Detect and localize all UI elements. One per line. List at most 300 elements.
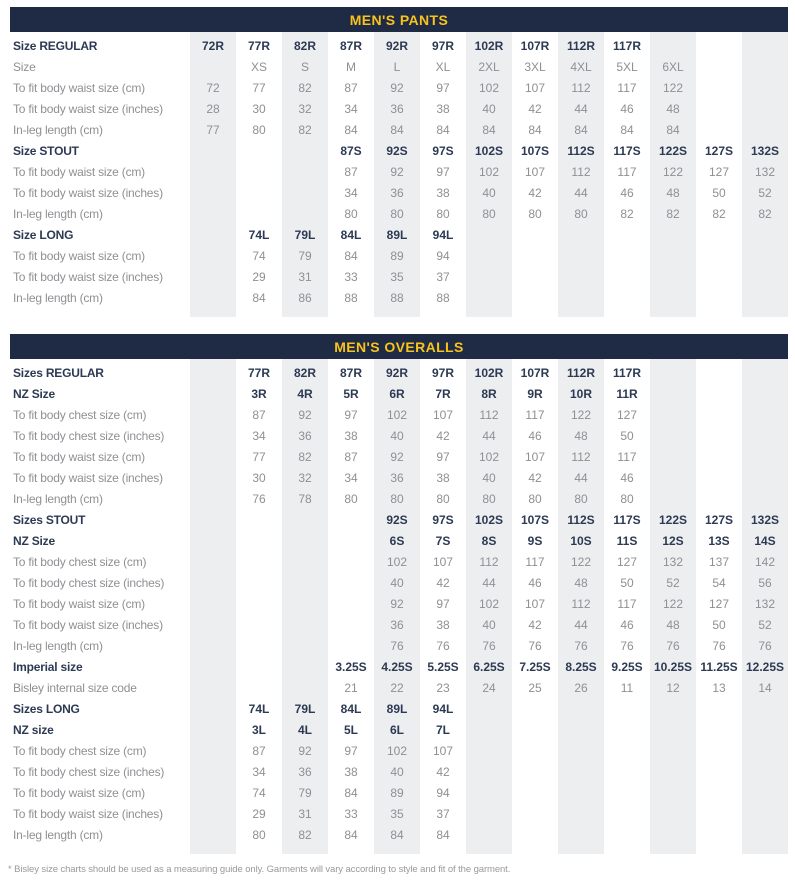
empty-cell xyxy=(512,267,558,288)
empty-cell xyxy=(742,426,788,447)
size-cell: 6.25S xyxy=(466,657,512,678)
empty-cell xyxy=(466,225,512,246)
empty-cell xyxy=(236,636,282,657)
column-band-spacer xyxy=(466,309,512,317)
size-cell: 80 xyxy=(528,492,542,506)
empty-cell xyxy=(742,489,788,510)
empty-cell xyxy=(650,804,696,825)
size-cell: 122 xyxy=(558,552,604,573)
size-cell: 107 xyxy=(524,165,546,179)
size-cell: 23 xyxy=(436,681,450,695)
size-cell: 112S xyxy=(558,141,604,162)
column-band-spacer xyxy=(374,309,420,317)
empty-cell xyxy=(190,162,236,183)
size-cell: 77R xyxy=(247,366,270,380)
empty-cell xyxy=(696,405,742,426)
size-cell: 107 xyxy=(432,555,454,569)
column-band-spacer xyxy=(0,846,190,854)
size-cell: 92 xyxy=(374,78,420,99)
size-cell: 76 xyxy=(436,639,450,653)
empty-cell xyxy=(604,825,650,846)
size-cell: 7.25S xyxy=(519,660,551,674)
size-cell: 38 xyxy=(436,102,450,116)
size-cell: 36 xyxy=(374,468,420,489)
empty-cell xyxy=(236,510,282,531)
size-cell: 40 xyxy=(466,615,512,636)
size-cell: 6L xyxy=(374,720,420,741)
size-cell: 84 xyxy=(558,120,604,141)
size-cell: 7S xyxy=(435,534,451,548)
empty-cell xyxy=(466,804,512,825)
size-cell: 6XL xyxy=(650,57,696,78)
size-cell: 36 xyxy=(374,99,420,120)
size-cell: 82 xyxy=(620,207,634,221)
row-label: To fit body waist size (cm) xyxy=(13,597,145,611)
size-cell: 5R xyxy=(343,387,359,401)
size-cell: 80 xyxy=(252,123,266,137)
size-cell: 9S xyxy=(527,534,543,548)
empty-cell xyxy=(604,246,650,267)
size-cell: 22 xyxy=(374,678,420,699)
size-cell: 92R xyxy=(374,363,420,384)
row-label: In-leg length (cm) xyxy=(13,492,103,506)
size-cell: 94 xyxy=(436,786,450,800)
size-cell: 46 xyxy=(620,618,634,632)
size-cell: 80 xyxy=(528,207,542,221)
size-cell: 3XL xyxy=(524,60,546,74)
size-cell: 92 xyxy=(282,405,328,426)
row-label: NZ size xyxy=(13,723,54,737)
empty-cell xyxy=(282,636,328,657)
size-cell: 80 xyxy=(436,207,450,221)
row-label: Size STOUT xyxy=(13,144,79,158)
empty-cell xyxy=(558,246,604,267)
size-cell: 82 xyxy=(650,204,696,225)
size-cell: 112 xyxy=(466,405,512,426)
size-cell: 80 xyxy=(374,204,420,225)
empty-cell xyxy=(742,405,788,426)
empty-cell xyxy=(742,804,788,825)
size-cell: 74L xyxy=(248,702,270,716)
column-band-spacer xyxy=(558,309,604,317)
empty-cell xyxy=(190,678,236,699)
empty-cell xyxy=(650,825,696,846)
empty-cell xyxy=(466,720,512,741)
empty-cell xyxy=(190,531,236,552)
size-cell: 122S xyxy=(650,510,696,531)
size-cell: 10R xyxy=(558,384,604,405)
table-title-bar xyxy=(10,334,788,359)
empty-cell xyxy=(190,447,236,468)
column-band-spacer xyxy=(558,846,604,854)
size-cell: 117S xyxy=(613,144,641,158)
size-cell: 12.25S xyxy=(742,657,788,678)
size-cell: 87 xyxy=(344,450,358,464)
size-cell: 48 xyxy=(650,99,696,120)
size-cell: 102 xyxy=(466,78,512,99)
empty-cell xyxy=(190,468,236,489)
empty-cell xyxy=(742,783,788,804)
empty-cell xyxy=(696,783,742,804)
size-cell: 117 xyxy=(617,450,637,464)
size-cell: 122 xyxy=(650,162,696,183)
size-cell: 84 xyxy=(344,249,358,263)
size-cell: 50 xyxy=(620,576,634,590)
empty-cell xyxy=(328,510,374,531)
size-cell: 10S xyxy=(558,531,604,552)
size-cell: 89L xyxy=(374,699,420,720)
row-label: To fit body waist size (inches) xyxy=(13,102,163,116)
empty-cell xyxy=(742,447,788,468)
size-cell: 127 xyxy=(616,408,638,422)
size-cell: 127 xyxy=(708,597,730,611)
size-cell: 2XL xyxy=(466,57,512,78)
empty-cell xyxy=(650,267,696,288)
size-cell: 77 xyxy=(252,450,266,464)
size-cell: 36 xyxy=(374,183,420,204)
size-cell: 112R xyxy=(558,36,604,57)
empty-cell xyxy=(282,552,328,573)
empty-cell xyxy=(190,384,236,405)
size-cell: 94L xyxy=(432,702,454,716)
size-cell: 97 xyxy=(436,597,450,611)
empty-cell xyxy=(466,741,512,762)
empty-cell xyxy=(190,657,236,678)
size-cell: 84L xyxy=(340,228,362,242)
column-band-spacer xyxy=(696,309,742,317)
size-cell: 38 xyxy=(436,618,450,632)
size-cell: 10.25S xyxy=(650,657,696,678)
size-cell: 80 xyxy=(436,492,450,506)
size-cell: 42 xyxy=(436,576,450,590)
size-cell: 142 xyxy=(742,552,788,573)
empty-cell xyxy=(742,699,788,720)
column-band-spacer xyxy=(512,309,558,317)
empty-cell xyxy=(466,762,512,783)
size-cell: 72R xyxy=(190,36,236,57)
empty-cell xyxy=(604,267,650,288)
empty-cell xyxy=(696,57,742,78)
empty-cell xyxy=(742,36,788,57)
size-cell: 89 xyxy=(374,246,420,267)
size-cell: 89 xyxy=(374,783,420,804)
size-cell: 34 xyxy=(252,429,266,443)
row-label: To fit body waist size (cm) xyxy=(13,249,145,263)
size-cell: 11R xyxy=(616,387,638,401)
size-cell: 54 xyxy=(712,576,726,590)
size-cell: 107 xyxy=(524,597,546,611)
size-cell: 102 xyxy=(466,447,512,468)
empty-cell xyxy=(236,204,282,225)
size-cell: 89L xyxy=(374,225,420,246)
empty-cell xyxy=(190,825,236,846)
size-cell: 46 xyxy=(528,429,542,443)
size-cell: 92 xyxy=(374,162,420,183)
size-cell: 87 xyxy=(344,81,358,95)
empty-cell xyxy=(742,57,788,78)
empty-cell xyxy=(696,741,742,762)
size-cell: 72 xyxy=(190,78,236,99)
size-cell: 24 xyxy=(466,678,512,699)
size-cell: 87 xyxy=(252,744,266,758)
size-cell: 84 xyxy=(374,120,420,141)
size-cell: 97 xyxy=(436,81,450,95)
size-cell: 50 xyxy=(712,618,726,632)
empty-cell xyxy=(650,468,696,489)
empty-cell xyxy=(190,426,236,447)
size-cell: 117 xyxy=(525,555,545,569)
size-cell: 97 xyxy=(344,408,358,422)
column-band-spacer xyxy=(466,846,512,854)
size-cell: 44 xyxy=(558,99,604,120)
size-cell: 44 xyxy=(466,426,512,447)
empty-cell xyxy=(190,741,236,762)
row-label: To fit body waist size (cm) xyxy=(13,165,145,179)
empty-cell xyxy=(190,636,236,657)
empty-cell xyxy=(650,246,696,267)
size-cell: 76 xyxy=(528,639,542,653)
empty-cell xyxy=(466,288,512,309)
empty-cell xyxy=(742,825,788,846)
size-cell: 102S xyxy=(466,141,512,162)
size-cell: L xyxy=(374,57,420,78)
size-cell: 5.25S xyxy=(427,660,459,674)
size-cell: 9.25S xyxy=(611,660,643,674)
size-cell: 36 xyxy=(282,762,328,783)
empty-cell xyxy=(190,363,236,384)
size-cell: 46 xyxy=(620,186,634,200)
empty-cell xyxy=(742,225,788,246)
empty-cell xyxy=(696,426,742,447)
empty-cell xyxy=(190,288,236,309)
mens-overalls-table xyxy=(0,334,795,854)
size-cell: 80 xyxy=(252,828,266,842)
size-cell: 97R xyxy=(431,39,454,53)
size-cell: 37 xyxy=(436,270,450,284)
empty-cell xyxy=(512,720,558,741)
size-cell: 38 xyxy=(436,471,450,485)
size-cell: 102 xyxy=(374,552,420,573)
size-cell: 107 xyxy=(432,408,454,422)
empty-cell xyxy=(190,489,236,510)
column-band-spacer xyxy=(328,309,374,317)
size-cell: 107 xyxy=(524,81,546,95)
size-cell: 74 xyxy=(252,786,266,800)
size-cell: 3R xyxy=(251,387,267,401)
row-label: To fit body waist size (cm) xyxy=(13,786,145,800)
empty-cell xyxy=(742,99,788,120)
column-band-spacer xyxy=(742,309,788,317)
empty-cell xyxy=(236,594,282,615)
row-label: Imperial size xyxy=(13,660,83,674)
column-band-spacer xyxy=(512,846,558,854)
empty-cell xyxy=(190,552,236,573)
size-cell: 26 xyxy=(558,678,604,699)
empty-cell xyxy=(696,825,742,846)
row-label: To fit body chest size (inches) xyxy=(13,429,165,443)
size-cell: 48 xyxy=(558,426,604,447)
empty-cell xyxy=(328,552,374,573)
row-label: Sizes STOUT xyxy=(13,513,86,527)
empty-cell xyxy=(650,384,696,405)
empty-cell xyxy=(742,720,788,741)
empty-cell xyxy=(696,489,742,510)
size-cell: 117 xyxy=(617,165,637,179)
empty-cell xyxy=(604,225,650,246)
empty-cell xyxy=(328,573,374,594)
size-cell: S xyxy=(282,57,328,78)
size-cell: 12S xyxy=(650,531,696,552)
size-cell: 137 xyxy=(708,555,730,569)
size-cell: 127 xyxy=(708,165,730,179)
size-cell: 94L xyxy=(432,228,454,242)
size-cell: XS xyxy=(250,60,267,74)
table-title: MEN'S PANTS xyxy=(349,11,449,28)
size-cell: 82 xyxy=(712,207,726,221)
size-cell: 92 xyxy=(374,594,420,615)
row-label: To fit body waist size (inches) xyxy=(13,471,163,485)
size-cell: 42 xyxy=(528,102,542,116)
size-cell: 102 xyxy=(374,405,420,426)
empty-cell xyxy=(696,720,742,741)
empty-cell xyxy=(558,825,604,846)
row-label: To fit body waist size (cm) xyxy=(13,81,145,95)
size-cell: 87R xyxy=(339,366,362,380)
size-cell: 82 xyxy=(742,204,788,225)
size-cell: 30 xyxy=(252,471,266,485)
size-cell: 80 xyxy=(620,492,634,506)
size-cell: 84 xyxy=(436,123,450,137)
size-cell: 33 xyxy=(344,270,358,284)
column-band-spacer xyxy=(282,846,328,854)
empty-cell xyxy=(190,183,236,204)
size-cell: 12 xyxy=(650,678,696,699)
empty-cell xyxy=(190,804,236,825)
size-cell: 46 xyxy=(528,576,542,590)
size-cell: 40 xyxy=(374,762,420,783)
size-cell: M xyxy=(346,60,356,74)
empty-cell xyxy=(650,699,696,720)
size-cell: 102 xyxy=(374,741,420,762)
empty-cell xyxy=(190,720,236,741)
empty-cell xyxy=(558,288,604,309)
size-cell: 94 xyxy=(436,249,450,263)
empty-cell xyxy=(512,762,558,783)
empty-cell xyxy=(236,615,282,636)
row-label: Size xyxy=(13,60,36,74)
size-cell: 7R xyxy=(435,387,451,401)
size-cell: 31 xyxy=(282,804,328,825)
table-title: MEN'S OVERALLS xyxy=(334,338,464,355)
size-cell: 44 xyxy=(558,468,604,489)
empty-cell xyxy=(512,246,558,267)
row-label: Size LONG xyxy=(13,228,74,242)
column-band-spacer xyxy=(604,309,650,317)
empty-cell xyxy=(742,363,788,384)
empty-cell xyxy=(190,267,236,288)
empty-cell xyxy=(190,615,236,636)
empty-cell xyxy=(282,531,328,552)
size-cell: 5L xyxy=(343,723,358,737)
empty-cell xyxy=(558,225,604,246)
size-cell: 97S xyxy=(432,144,454,158)
size-cell: 84 xyxy=(344,828,358,842)
size-cell: 87 xyxy=(252,408,266,422)
empty-cell xyxy=(466,699,512,720)
empty-cell xyxy=(512,825,558,846)
row-label: NZ Size xyxy=(13,387,55,401)
empty-cell xyxy=(650,36,696,57)
size-cell: 25 xyxy=(528,681,542,695)
size-cell: 80 xyxy=(374,489,420,510)
size-cell: 88 xyxy=(374,288,420,309)
empty-cell xyxy=(696,267,742,288)
size-cell: 117 xyxy=(617,597,637,611)
empty-cell xyxy=(282,678,328,699)
empty-cell xyxy=(696,36,742,57)
size-cell: 84 xyxy=(252,291,266,305)
empty-cell xyxy=(650,426,696,447)
footnote: * Bisley size charts should be used as a measuring guide only. Garments will vary according to style and fit of the garment. xyxy=(8,864,511,875)
empty-cell xyxy=(558,762,604,783)
empty-cell xyxy=(558,741,604,762)
size-cell: 4.25S xyxy=(374,657,420,678)
size-cell: 82R xyxy=(282,36,328,57)
size-cell: 9R xyxy=(527,387,543,401)
size-cell: 102 xyxy=(466,594,512,615)
empty-cell xyxy=(190,204,236,225)
empty-cell xyxy=(604,762,650,783)
empty-cell xyxy=(190,762,236,783)
empty-cell xyxy=(558,699,604,720)
empty-cell xyxy=(282,657,328,678)
size-cell: 28 xyxy=(190,99,236,120)
empty-cell xyxy=(190,783,236,804)
size-cell: 87R xyxy=(339,39,362,53)
empty-cell xyxy=(236,678,282,699)
size-cell: 30 xyxy=(252,102,266,116)
size-cell: 117R xyxy=(612,366,642,380)
row-label: To fit body waist size (inches) xyxy=(13,270,163,284)
size-cell: 132 xyxy=(742,594,788,615)
empty-cell xyxy=(190,594,236,615)
size-cell: 52 xyxy=(742,615,788,636)
size-cell: 48 xyxy=(650,615,696,636)
size-cell: 31 xyxy=(282,267,328,288)
size-cell: 77R xyxy=(247,39,270,53)
size-cell: 76 xyxy=(650,636,696,657)
size-cell: 76 xyxy=(252,492,266,506)
size-cell: 97 xyxy=(344,744,358,758)
size-cell: 107R xyxy=(520,39,550,53)
column-band-spacer xyxy=(282,309,328,317)
size-cell: 46 xyxy=(620,102,634,116)
size-cell: 132S xyxy=(742,141,788,162)
size-cell: 36 xyxy=(282,426,328,447)
size-cell: 4L xyxy=(282,720,328,741)
size-cell: 34 xyxy=(344,102,358,116)
empty-cell xyxy=(742,384,788,405)
empty-cell xyxy=(742,468,788,489)
empty-cell xyxy=(604,741,650,762)
size-cell: 21 xyxy=(344,681,358,695)
size-cell: 52 xyxy=(650,573,696,594)
size-cell: 78 xyxy=(282,489,328,510)
size-cell: 11 xyxy=(620,681,634,695)
size-grid xyxy=(0,359,788,854)
empty-cell xyxy=(742,288,788,309)
size-cell: 40 xyxy=(374,573,420,594)
